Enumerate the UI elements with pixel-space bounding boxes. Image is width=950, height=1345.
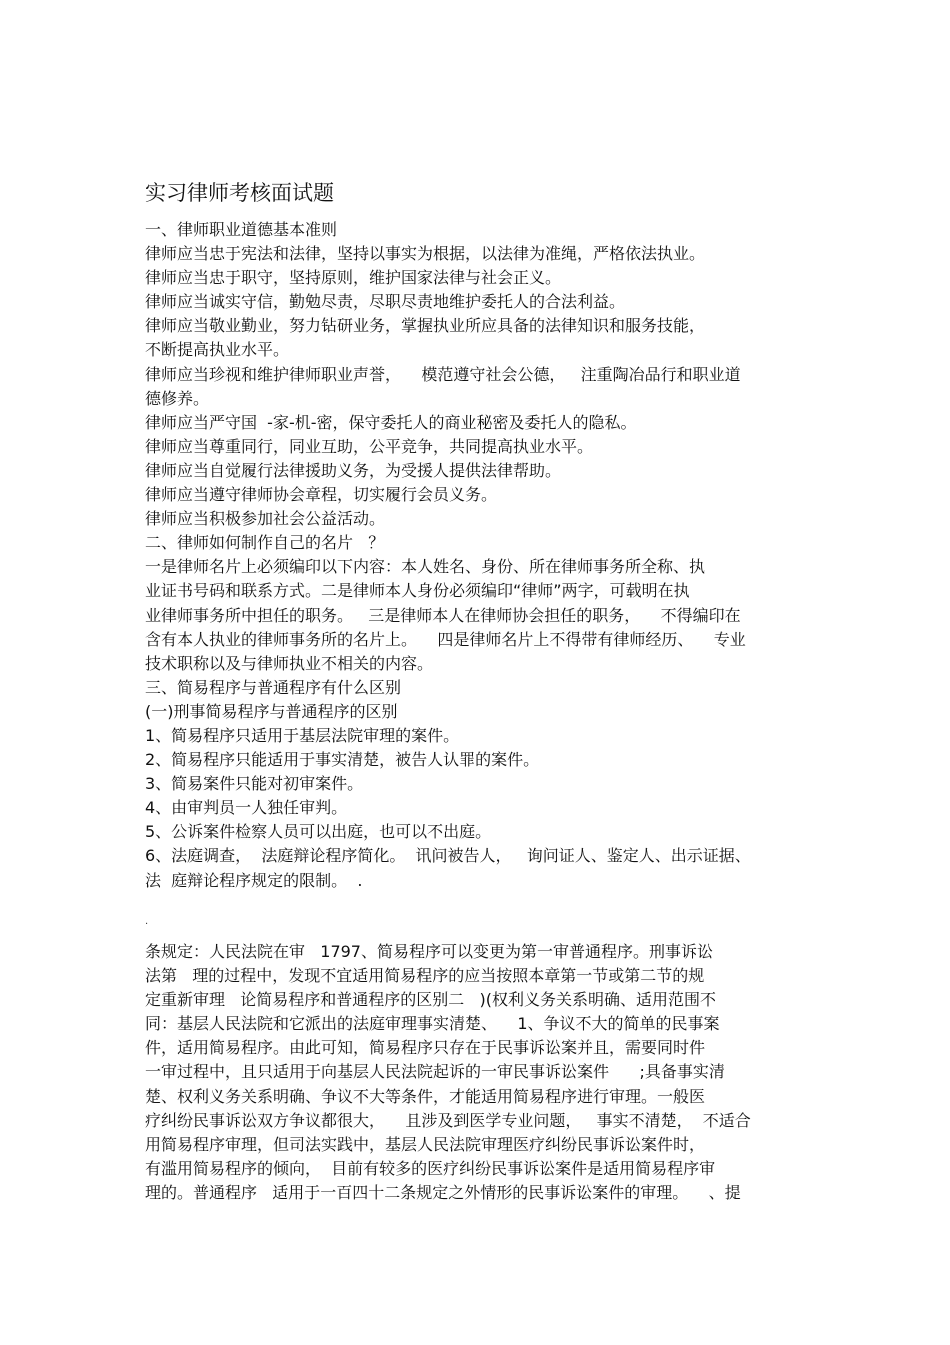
text-line: 不断提高执业水平。 <box>145 340 290 360</box>
text-line: 一审过程中，且只适用于向基层人民法院起诉的一审民事诉讼案件 ;具备事实清 <box>145 1062 725 1082</box>
text-line: 律师应当严守国 -家-机-密，保守委托人的商业秘密及委托人的隐私。 <box>145 412 637 432</box>
text-line: 一是律师名片上必须编印以下内容：本人姓名、身份、所在律师事务所全称、执 <box>145 557 706 577</box>
text-line: 楚、权利义务关系明确、争议不大等条件，才能适用简易程序进行审理。一般医 <box>145 1086 706 1106</box>
text-line: 三、简易程序与普通程序有什么区别 <box>145 677 402 697</box>
text-line: 疗纠纷民事诉讼双方争议都很大， 且涉及到医学专业问题， 事实不清楚， 不适合 <box>145 1110 751 1130</box>
text-line: 法 庭辩论程序规定的限制。 . <box>145 870 363 890</box>
text-line: 律师应当积极参加社会公益活动。 <box>145 509 386 529</box>
text-line: 律师应当敬业勤业，努力钻研业务，掌握执业所应具备的法律知识和服务技能， <box>145 316 706 336</box>
text-line: 有滥用简易程序的倾向， 目前有较多的医疗纠纷民事诉讼案件是适用简易程序审 <box>145 1158 716 1178</box>
document-title: 实习律师考核面试题 <box>145 181 334 205</box>
text-line: 1、简易程序只适用于基层法院审理的案件。 <box>145 725 460 745</box>
text-line: 律师应当忠于宪法和法律，坚持以事实为根据，以法律为准绳，严格依法执业。 <box>145 244 706 264</box>
text-line: 德修养。 <box>145 388 210 408</box>
text-line: 律师应当忠于职守，坚持原则，维护国家法律与社会正义。 <box>145 268 562 288</box>
text-line: 同：基层人民法院和它派出的法庭审理事实清楚、 1、争议不大的简单的民事案 <box>145 1014 720 1034</box>
text-line: 业证书号码和联系方式。二是律师本人身份必须编印“律师”两字，可载明在执 <box>145 581 690 601</box>
text-line: 法第 理的过程中，发现不宜适用简易程序的应当按照本章第一节或第二节的规 <box>145 966 705 986</box>
text-line: 律师应当遵守律师协会章程，切实履行会员义务。 <box>145 485 498 505</box>
text-line: 技术职称以及与律师执业不相关的内容。 <box>145 653 434 673</box>
text-line: 律师应当诚实守信，勤勉尽责，尽职尽责地维护委托人的合法利益。 <box>145 292 626 312</box>
text-line: 2、简易程序只能适用于事实清楚，被告人认罪的案件。 <box>145 750 540 770</box>
text-line: 业律师事务所中担任的职务。 三是律师本人在律师协会担任的职务， 不得编印在 <box>145 605 741 625</box>
text-line: 5、公诉案件检察人员可以出庭，也可以不出庭。 <box>145 822 492 842</box>
text-line: 二、律师如何制作自己的名片 ？ <box>145 533 385 553</box>
text-block-part1 <box>145 218 815 893</box>
text-line: 一、律师职业道德基本准则 <box>145 220 338 239</box>
text-line: 件，适用简易程序。由此可知，简易程序只存在于民事诉讼案并且，需要同时件 <box>145 1038 706 1058</box>
text-line: 6、法庭调查， 法庭辩论程序简化。 讯问被告人， 询问证人、鉴定人、出示证据、 <box>145 846 751 866</box>
separator-dot: . <box>145 916 149 927</box>
text-line: 律师应当自觉履行法律援助义务，为受援人提供法律帮助。 <box>145 460 562 480</box>
text-line: 律师应当尊重同行，同业互助，公平竞争，共同提高执业水平。 <box>145 436 594 456</box>
text-line: 定重新审理 论简易程序和普通程序的区别二 )(权利义务关系明确、适用范围不 <box>145 990 717 1010</box>
text-line: 条规定：人民法院在审 1797、简易程序可以变更为第一审普通程序。刑事诉讼 <box>145 942 713 961</box>
text-line: 律师应当珍视和维护律师职业声誉， 模范遵守社会公德， 注重陶冶品行和职业道 <box>145 364 741 384</box>
text-line: 含有本人执业的律师事务所的名片上。 四是律师名片上不得带有律师经历、 专业 <box>145 629 746 649</box>
text-line: 3、简易案件只能对初审案件。 <box>145 774 364 794</box>
text-line: 4、由审判员一人独任审判。 <box>145 798 348 818</box>
text-block-part2 <box>145 940 815 1205</box>
text-line: (一)刑事简易程序与普通程序的区别 <box>145 701 398 721</box>
text-line: 用简易程序审理，但司法实践中，基层人民法院审理医疗纠纷民事诉讼案件时， <box>145 1134 706 1154</box>
text-line: 理的。普通程序 适用于一百四十二条规定之外情形的民事诉讼案件的审理。 、提 <box>145 1182 741 1202</box>
